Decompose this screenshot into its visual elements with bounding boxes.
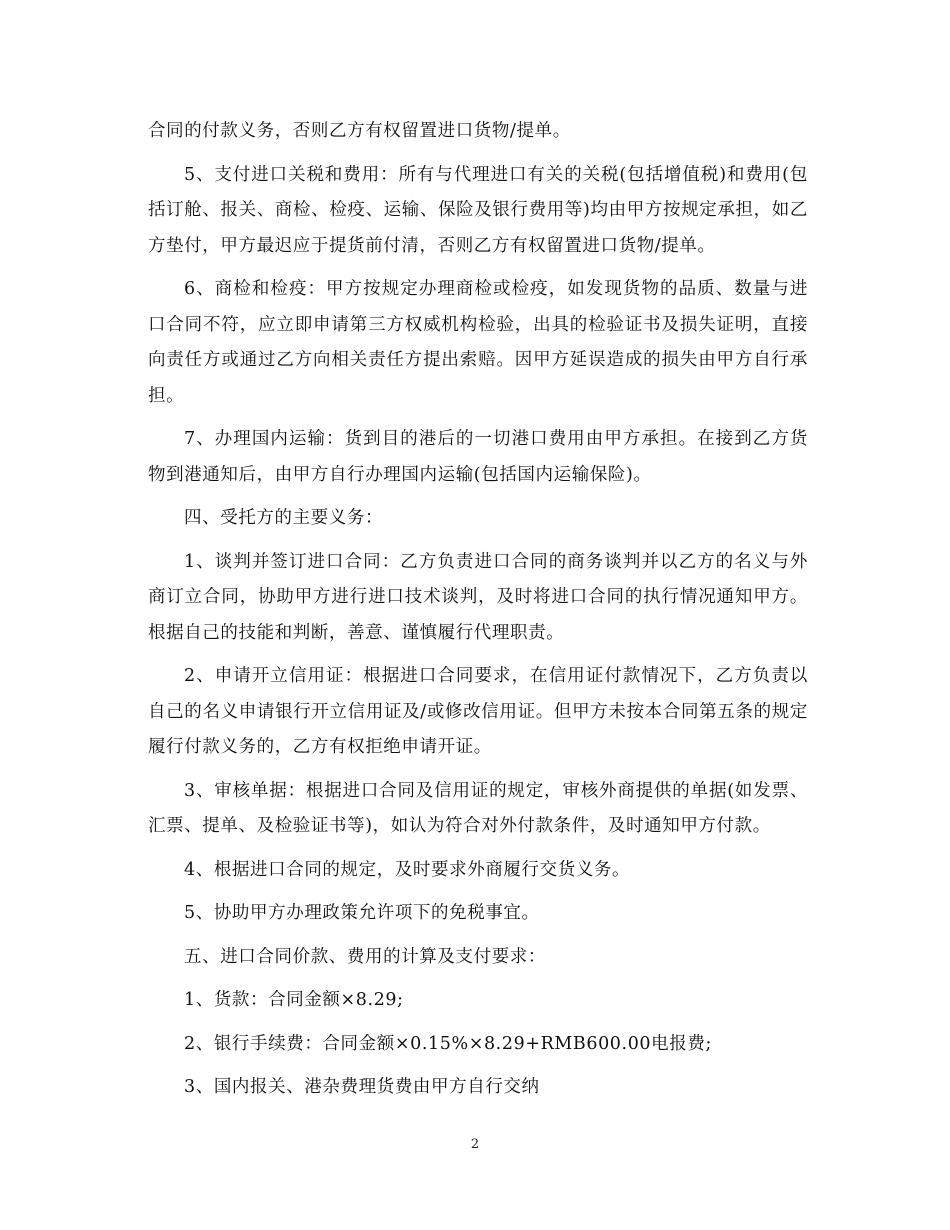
- paragraph: 2、银行手续费：合同金额×0.15%×8.29+RMB600.00电报费;: [184, 1033, 712, 1054]
- paragraph: 4、根据进口合同的规定，及时要求外商履行交货义务。: [184, 859, 631, 880]
- paragraph: 3、国内报关、港杂费理货费由甲方自行交纳: [184, 1077, 540, 1097]
- paragraph: 6、商检和检疫：甲方按规定办理商检或检疫，如发现货物的品质、数量与进口合同不符，应立即申请第三方权威机构检验，出具的检验证书及损失证明，直接向责任方或通过乙方向相关责任方提出索赔。因甲方延误造成的损失由甲方自行承担。: [148, 279, 808, 406]
- paragraph: 2、申请开立信用证：根据进口合同要求，在信用证付款情况下，乙方负责以自己的名义申请银行开立信用证及/或修改信用证。但甲方未按本合同第五条的规定履行付款义务的，乙方有权拒绝申请开证。: [148, 666, 808, 757]
- paragraph: 1、货款：合同金额×8.29;: [184, 990, 404, 1010]
- paragraph: 1、谈判并签订进口合同：乙方负责进口合同的商务谈判并以乙方的名义与外商订立合同，协助甲方进行进口技术谈判，及时将进口合同的执行情况通知甲方。根据自己的技能和判断，善意、谨慎履行代理职责。: [148, 551, 808, 643]
- page-number: 2: [470, 1137, 480, 1152]
- paragraph: 3、审核单据：根据进口合同及信用证的规定，审核外商提供的单据(如发票、汇票、提单、及检验证书等)，如认为符合对外付款条件，及时通知甲方付款。: [148, 780, 808, 836]
- paragraph: 5、协助甲方办理政策允许项下的免税事宜。: [184, 903, 540, 923]
- document-body: [148, 114, 808, 1114]
- paragraph: 合同的付款义务，否则乙方有权留置进口货物/提单。: [148, 121, 571, 141]
- paragraph: 5、支付进口关税和费用：所有与代理进口有关的关税(包括增值税)和费用(包括订舱、报关、商检、检疫、运输、保险及银行费用等)均由甲方按规定承担，如乙方垫付，甲方最迟应于提货前付清，否则乙方有权留置进口货物/提单。: [148, 164, 808, 256]
- section-heading: 四、受托方的主要义务：: [184, 508, 384, 528]
- section-heading: 五、进口合同价款、费用的计算及支付要求：: [184, 946, 546, 967]
- paragraph: 7、办理国内运输：货到目的港后的一切港口费用由甲方承担。在接到乙方货物到港通知后，由甲方自行办理国内运输(包括国内运输保险)。: [148, 429, 808, 485]
